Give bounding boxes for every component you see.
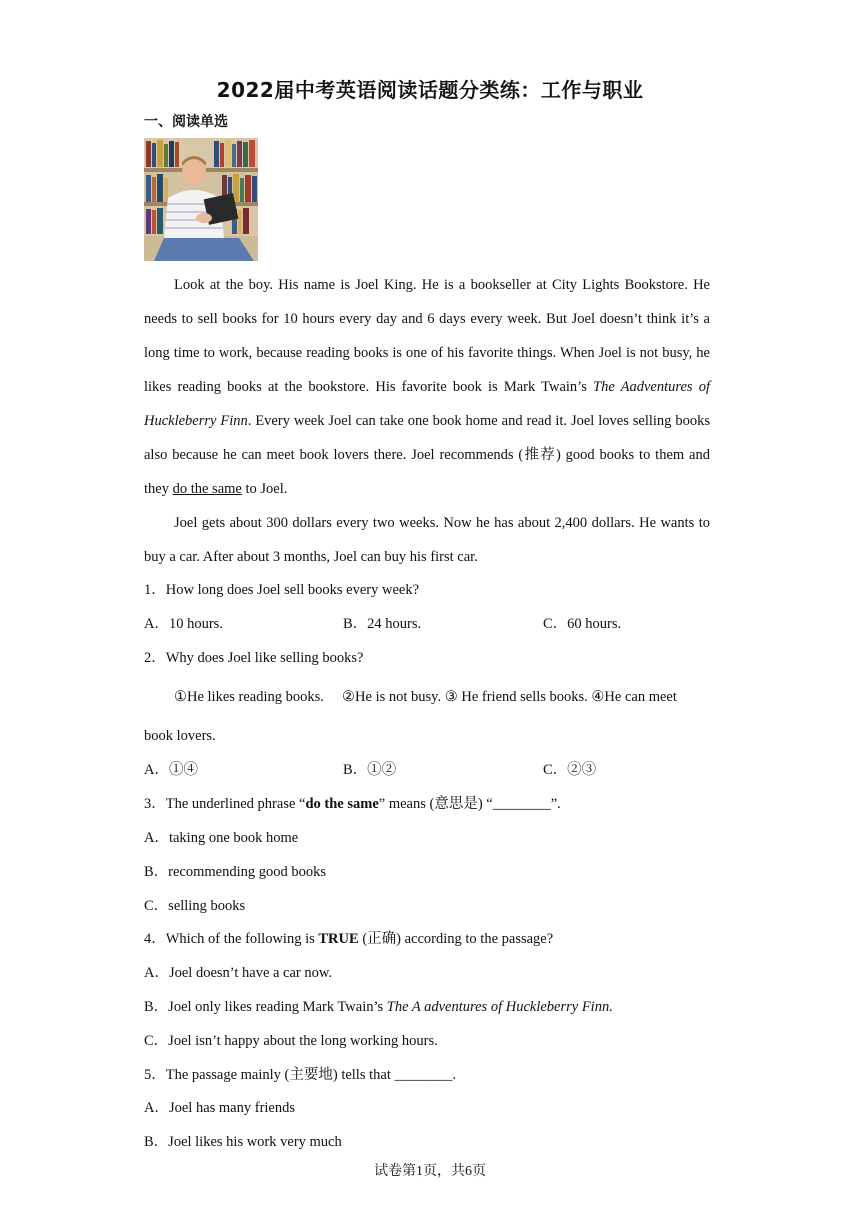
question-5-option-b: B．Joel likes his work very much — [144, 1134, 342, 1150]
stem-bold: do the same — [305, 796, 379, 812]
option-c: C．60 hours. — [543, 616, 622, 632]
page-footer: 试卷第1页，共6页 — [374, 1164, 486, 1179]
question-4-option-b — [144, 997, 710, 1017]
page-title: 2022届中考英语阅读话题分类练：工作与职业 — [216, 78, 644, 102]
question-2-choices-cont: book lovers. — [144, 728, 216, 744]
option-b: B．24 hours. — [343, 616, 422, 632]
question-3-option-c: C．selling books — [144, 898, 246, 914]
stem-text: 4．Which of the following is — [144, 931, 319, 947]
stem-bold: TRUE — [318, 931, 359, 947]
question-4-option-a: A．Joel doesn’t have a car now. — [144, 965, 333, 981]
stem-text: 3．The underlined phrase “ — [144, 796, 306, 812]
question-2-choices: ①He likes reading books. ②He is not busy. ③ He friend sells books. ④He can meet — [174, 689, 677, 705]
passage-paragraph-1 — [144, 268, 710, 506]
stem-text: (正确) according to the passage? — [358, 931, 554, 947]
boy-reading-in-library-photo — [144, 138, 258, 261]
question-2-stem: 2．Why does Joel like selling books? — [144, 650, 364, 666]
passage-text: . Every week Joel can take one book home and read it. Joel loves selling books also because he can meet book lovers there. Joel recommends (推荐) good books to them and they — [144, 413, 710, 497]
section-heading: 一、阅读单选 — [144, 114, 228, 130]
passage-text: Look at the boy. His name is Joel King. He is a bookseller at City Lights Bookstore. He needs to sell books for 10 hours every day and 6 days every week. But Joel doesn’t think it’s a long time to work, because reading books is one of his favorite things. When Joel is not busy, he likes reading books at the bookstore. His favorite book is Mark Twain’s — [144, 277, 710, 395]
book-title: The A adventures of Huckleberry Finn. — [386, 999, 613, 1015]
option-b: B．①② — [343, 762, 397, 778]
question-3-stem — [144, 794, 710, 814]
question-4-option-c: C．Joel isn’t happy about the long working hours. — [144, 1033, 438, 1049]
option-a: A．①④ — [144, 762, 198, 778]
option-c: C．②③ — [543, 762, 597, 778]
question-5-option-a: A．Joel has many friends — [144, 1100, 296, 1116]
question-3-option-a: A．taking one book home — [144, 830, 299, 846]
question-4-stem — [144, 929, 710, 949]
passage-text: to Joel. — [241, 481, 288, 497]
question-3-option-b: B．recommending good books — [144, 864, 327, 880]
option-a: A．10 hours. — [144, 616, 223, 632]
question-5-stem: 5．The passage mainly (主要地) tells that ________. — [144, 1067, 457, 1083]
stem-text: ” means (意思是) “________”. — [378, 796, 561, 812]
option-text: B．Joel only likes reading Mark Twain’s — [144, 999, 387, 1015]
underlined-phrase: do the same — [172, 481, 242, 497]
passage-paragraph-2: Joel gets about 300 dollars every two weeks. Now he has about 2,400 dollars. He wants to buy a car. After about 3 months, Joel can buy his first car. — [144, 515, 710, 565]
question-1-stem: 1．How long does Joel sell books every week? — [144, 582, 420, 598]
reading-passage — [144, 268, 710, 574]
book-title: The Aadventures of Huckleberry Finn — [144, 379, 710, 429]
